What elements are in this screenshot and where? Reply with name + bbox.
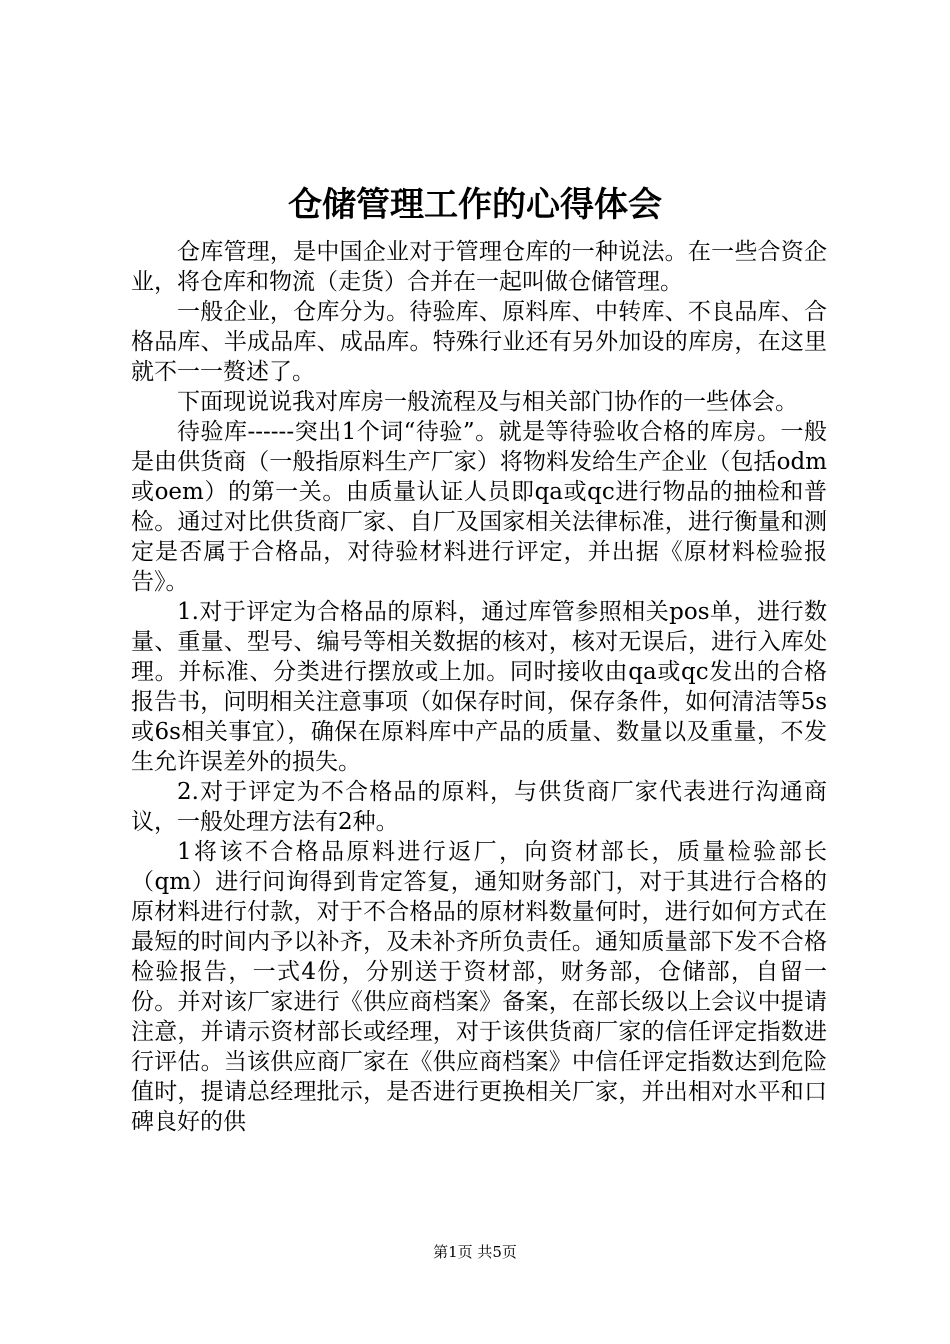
document-title: 仓储管理工作的心得体会 xyxy=(288,185,662,225)
paragraph-return-handling: 1将该不合格品原料进行返厂，向资材部长，质量检验部长（qm）进行问询得到肯定答复，通知财务部门，对于其进行合格的原材料进行付款，对于不合格品的原材料数量何时，进行如何方式在最短的时间内予以补齐，及未补齐所负责任。通知质量部下发不合格检验报告，一式4份，分别送于资材部，财务部，仓储部，自留一份。并对该厂家进行《供应商档案》备案，在部长级以上会议中提请注意，并请示资材部长或经理，对于该供货商厂家的信任评定指数进行评估。当该供应商厂家在《供应商档案》中信任评定指数达到危险值时，提请总经理批示，是否进行更换相关厂家，并出相对水平和口碑良好的供 xyxy=(131,839,827,1135)
page-number-footer: 第1页 共5页 xyxy=(433,1243,517,1261)
paragraph-warehouse-types: 一般企业，仓库分为。待验库、原料库、中转库、不良品库、合格品库、半成品库、成品库。特殊行业还有另外加设的库房，在这里就不一一赘述了。 xyxy=(131,299,827,385)
paragraph-process-intro: 下面现说说我对库房一般流程及与相关部门协作的一些体会。 xyxy=(177,389,798,415)
paragraph-qualified-materials: 1.对于评定为合格品的原料，通过库管参照相关pos单，进行数量、重量、型号、编号等相关数据的核对，核对无误后，进行入库处理。并标准、分类进行摆放或上加。同时接收由qa或qc发出的合格报告书，问明相关注意事项（如保存时间，保存条件，如何清洁等5s或6s相关事宜），确保在原料库中产品的质量、数量以及重量，不发生允许误差外的损失。 xyxy=(131,599,827,775)
paragraph-unqualified-materials: 2.对于评定为不合格品的原料，与供货商厂家代表进行沟通商议，一般处理方法有2种。 xyxy=(131,779,827,835)
paragraph-intro: 仓库管理，是中国企业对于管理仓库的一种说法。在一些合资企业，将仓库和物流（走货）合并在一起叫做仓储管理。 xyxy=(131,239,827,295)
document-body xyxy=(131,237,827,1137)
paragraph-pending-inspection: 待验库------突出1个词“待验”。就是等待验收合格的库房。一般是由供货商（一般指原料生产厂家）将物料发给生产企业（包括odm或oem）的第一关。由质量认证人员即qa或qc进行物品的抽检和普检。通过对比供货商厂家、自厂及国家相关法律标准，进行衡量和测定是否属于合格品，对待验材料进行评定，并出据《原材料检验报告》。 xyxy=(131,419,827,595)
